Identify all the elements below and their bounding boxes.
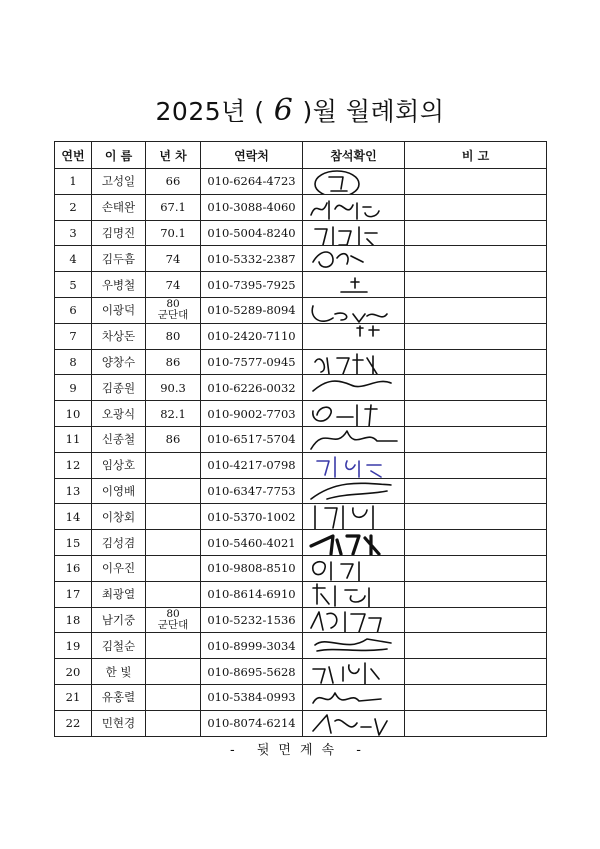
signature-mark	[307, 710, 399, 736]
cell-name: 이광덕	[92, 297, 146, 323]
cell-no: 10	[55, 401, 92, 427]
cell-remarks	[405, 710, 547, 736]
cell-name: 신종철	[92, 426, 146, 452]
year-value: 82.1	[160, 406, 186, 421]
cell-no: 5	[55, 272, 92, 298]
table-row	[55, 478, 547, 504]
year-value: 86	[165, 354, 181, 369]
year-unit: 군단대	[157, 618, 189, 631]
cell-phone: 010-7577-0945	[201, 349, 303, 375]
cell-year	[146, 684, 201, 710]
cell-name: 이영배	[92, 478, 146, 504]
table-row	[55, 607, 547, 633]
handwritten-month: 6	[273, 93, 294, 128]
signature-mark	[307, 401, 399, 427]
year-unit: 군단대	[157, 309, 189, 322]
cell-phone: 010-5004-8240	[201, 220, 303, 246]
cell-no: 14	[55, 504, 92, 530]
cell-no: 18	[55, 607, 92, 633]
year-value: 80	[165, 329, 181, 344]
year-value: 74	[165, 277, 181, 292]
cell-signature	[303, 607, 405, 633]
cell-phone: 010-6264-4723	[201, 169, 303, 195]
cell-name: 양창수	[92, 349, 146, 375]
cell-remarks	[405, 581, 547, 607]
cell-signature	[303, 401, 405, 427]
cell-phone: 010-3088-4060	[201, 194, 303, 220]
cell-remarks	[405, 272, 547, 298]
cell-name: 김성겸	[92, 530, 146, 556]
cell-remarks	[405, 375, 547, 401]
signature-mark	[307, 581, 399, 607]
cell-name: 민현경	[92, 710, 146, 736]
cell-phone: 010-5232-1536	[201, 607, 303, 633]
cell-phone: 010-5332-2387	[201, 246, 303, 272]
cell-remarks	[405, 530, 547, 556]
cell-signature	[303, 684, 405, 710]
table-row	[55, 401, 547, 427]
cell-remarks	[405, 297, 547, 323]
cell-signature	[303, 323, 405, 349]
signature-mark	[307, 478, 399, 504]
cell-year	[146, 401, 201, 427]
cell-no: 6	[55, 297, 92, 323]
cell-phone: 010-7395-7925	[201, 272, 303, 298]
header-year: 년 차	[146, 142, 201, 169]
year-value: 80	[166, 607, 180, 620]
cell-remarks	[405, 349, 547, 375]
table-row	[55, 220, 547, 246]
cell-name: 손태완	[92, 194, 146, 220]
cell-year	[146, 659, 201, 685]
cell-signature	[303, 426, 405, 452]
cell-name: 한 빛	[92, 659, 146, 685]
cell-name: 남기중	[92, 607, 146, 633]
table-row	[55, 710, 547, 736]
cell-signature	[303, 194, 405, 220]
cell-no: 1	[55, 169, 92, 195]
signature-mark	[307, 504, 399, 530]
cell-signature	[303, 246, 405, 272]
cell-signature	[303, 633, 405, 659]
cell-phone: 010-6226-0032	[201, 375, 303, 401]
cell-signature	[303, 349, 405, 375]
cell-no: 21	[55, 684, 92, 710]
cell-signature	[303, 297, 405, 323]
cell-signature	[303, 452, 405, 478]
table-row	[55, 194, 547, 220]
cell-year	[146, 323, 201, 349]
footer-continued: - 뒷면계속 -	[230, 743, 370, 758]
signature-mark	[307, 659, 399, 685]
signature-mark	[307, 426, 399, 452]
cell-remarks	[405, 607, 547, 633]
signature-mark	[307, 555, 399, 581]
cell-no: 7	[55, 323, 92, 349]
table-row	[55, 452, 547, 478]
signature-mark	[307, 220, 399, 246]
year-value: 74	[165, 251, 181, 266]
cell-no: 3	[55, 220, 92, 246]
cell-no: 22	[55, 710, 92, 736]
year-value: 86	[165, 432, 181, 447]
cell-year	[146, 633, 201, 659]
signature-mark	[307, 633, 399, 659]
cell-no: 13	[55, 478, 92, 504]
cell-phone: 010-5289-8094	[201, 297, 303, 323]
signature-mark	[307, 272, 399, 298]
cell-year	[146, 349, 201, 375]
header-remarks: 비 고	[405, 142, 547, 169]
cell-signature	[303, 220, 405, 246]
cell-no: 11	[55, 426, 92, 452]
cell-remarks	[405, 452, 547, 478]
cell-remarks	[405, 478, 547, 504]
cell-name: 김명진	[92, 220, 146, 246]
cell-name: 오광식	[92, 401, 146, 427]
cell-year	[146, 555, 201, 581]
cell-remarks	[405, 169, 547, 195]
signature-mark	[307, 297, 399, 323]
cell-phone: 010-5370-1002	[201, 504, 303, 530]
cell-phone: 010-8614-6910	[201, 581, 303, 607]
cell-name: 김종원	[92, 375, 146, 401]
cell-signature	[303, 169, 405, 195]
header-phone: 연락처	[201, 142, 303, 169]
cell-phone: 010-9808-8510	[201, 555, 303, 581]
table-row	[55, 169, 547, 195]
table-row	[55, 297, 547, 323]
cell-year	[146, 297, 201, 323]
year-value: 90.3	[160, 380, 186, 395]
cell-phone: 010-6347-7753	[201, 478, 303, 504]
table-row	[55, 530, 547, 556]
cell-no: 12	[55, 452, 92, 478]
cell-remarks	[405, 504, 547, 530]
cell-phone: 010-8999-3034	[201, 633, 303, 659]
cell-name: 이우진	[92, 555, 146, 581]
cell-no: 4	[55, 246, 92, 272]
cell-remarks	[405, 684, 547, 710]
cell-signature	[303, 478, 405, 504]
cell-year	[146, 426, 201, 452]
cell-no: 8	[55, 349, 92, 375]
table-row	[55, 684, 547, 710]
cell-name: 우병철	[92, 272, 146, 298]
table-row	[55, 659, 547, 685]
cell-phone: 010-6517-5704	[201, 426, 303, 452]
cell-year	[146, 607, 201, 633]
cell-phone: 010-2420-7110	[201, 323, 303, 349]
cell-name: 유홍렬	[92, 684, 146, 710]
header-row	[55, 142, 547, 169]
cell-signature	[303, 504, 405, 530]
cell-no: 19	[55, 633, 92, 659]
cell-remarks	[405, 426, 547, 452]
signature-mark	[307, 323, 399, 349]
cell-year	[146, 478, 201, 504]
cell-year	[146, 272, 201, 298]
cell-phone: 010-5460-4021	[201, 530, 303, 556]
cell-year	[146, 194, 201, 220]
signature-mark	[307, 246, 399, 272]
table-row	[55, 504, 547, 530]
table-row	[55, 633, 547, 659]
header-no: 연번	[55, 142, 92, 169]
cell-no: 17	[55, 581, 92, 607]
title-prefix: 2025년 (	[155, 97, 265, 126]
cell-remarks	[405, 194, 547, 220]
cell-name: 임상호	[92, 452, 146, 478]
cell-name: 최광열	[92, 581, 146, 607]
cell-year	[146, 246, 201, 272]
cell-no: 15	[55, 530, 92, 556]
cell-name: 차상돈	[92, 323, 146, 349]
title-suffix: )월 월례회의	[302, 97, 445, 126]
signature-mark	[307, 452, 399, 478]
table-row	[55, 272, 547, 298]
year-value: 70.1	[160, 225, 186, 240]
cell-name: 고성일	[92, 169, 146, 195]
cell-no: 20	[55, 659, 92, 685]
cell-signature	[303, 659, 405, 685]
table-row	[55, 349, 547, 375]
cell-remarks	[405, 323, 547, 349]
cell-name: 김두흠	[92, 246, 146, 272]
signature-mark	[307, 607, 399, 633]
page-title	[0, 92, 600, 128]
cell-remarks	[405, 220, 547, 246]
cell-remarks	[405, 401, 547, 427]
signature-mark	[307, 530, 399, 556]
header-name: 이 름	[92, 142, 146, 169]
cell-remarks	[405, 555, 547, 581]
cell-no: 2	[55, 194, 92, 220]
cell-phone: 010-4217-0798	[201, 452, 303, 478]
cell-signature	[303, 272, 405, 298]
cell-year	[146, 504, 201, 530]
year-value: 67.1	[160, 200, 186, 215]
table-row	[55, 323, 547, 349]
cell-year	[146, 710, 201, 736]
cell-signature	[303, 710, 405, 736]
table-row	[55, 246, 547, 272]
attendance-table	[54, 141, 547, 737]
table-row	[55, 426, 547, 452]
cell-signature	[303, 581, 405, 607]
cell-phone: 010-8695-5628	[201, 659, 303, 685]
table-row	[55, 581, 547, 607]
cell-year	[146, 169, 201, 195]
table-row	[55, 375, 547, 401]
cell-name: 김철순	[92, 633, 146, 659]
cell-year	[146, 220, 201, 246]
cell-no: 16	[55, 555, 92, 581]
cell-signature	[303, 375, 405, 401]
cell-phone: 010-9002-7703	[201, 401, 303, 427]
cell-phone: 010-5384-0993	[201, 684, 303, 710]
header-attendance: 참석확인	[303, 142, 405, 169]
cell-remarks	[405, 633, 547, 659]
table-row	[55, 555, 547, 581]
signature-mark	[307, 375, 399, 401]
cell-signature	[303, 530, 405, 556]
signature-mark	[307, 194, 399, 220]
cell-no: 9	[55, 375, 92, 401]
cell-signature	[303, 555, 405, 581]
cell-phone: 010-8074-6214	[201, 710, 303, 736]
cell-year	[146, 530, 201, 556]
cell-year	[146, 452, 201, 478]
year-value: 66	[165, 174, 181, 189]
cell-year	[146, 375, 201, 401]
cell-remarks	[405, 659, 547, 685]
cell-name: 이창회	[92, 504, 146, 530]
year-value: 80	[166, 298, 180, 311]
cell-remarks	[405, 246, 547, 272]
cell-year	[146, 581, 201, 607]
signature-mark	[307, 169, 399, 195]
signature-mark	[307, 349, 399, 375]
signature-mark	[307, 684, 399, 710]
